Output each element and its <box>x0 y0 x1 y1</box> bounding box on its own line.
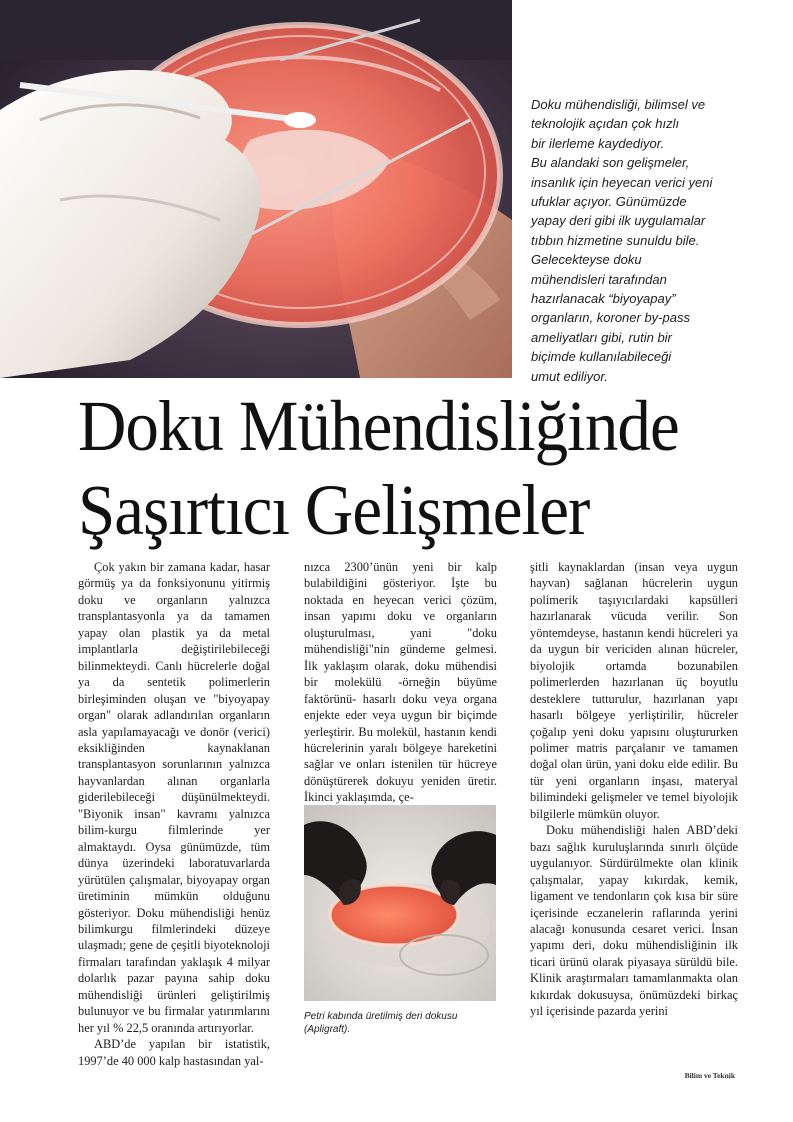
intro-line: teknolojik açıdan çok hızlı <box>531 116 680 132</box>
paragraph: ABD’de yapılan bir istatistik, 1997’de 40 000 kalp hastasından yal- <box>78 1037 270 1068</box>
intro-line: Bu alandaki son gelişmeler, <box>531 155 690 171</box>
intro-line: insanlık için heyecan verici yeni <box>531 174 713 190</box>
intro-line: mühendisleri tarafından <box>531 271 667 287</box>
photo-caption: Petri kabında üretilmiş deri dokusu (Apligraft). <box>304 1011 458 1035</box>
intro-line: organların, koroner by-pass <box>531 310 690 326</box>
paragraph: şitli kaynaklardan (insan veya uygun hayvan) sağlanan hücrelerin uygun polimerik taşıyıcılardaki kapsülleri hazırlanarak vücuda verilir. Son yöntemdeyse, hastanın kendi hücreleri ya da uygun bir vericiden alınan hücreler, biyolojik ortamda bozunabilen polimerlerden hazırlanan üç boyutlu desteklere tutturulur, hazırlanan yapı hasarlı bölgeye yerliştirilir, hücreler çoğalıp yeni doku yapısını oluştururken polimer matris parçalanır ve tamamen doğal olan ürün, yani doku elde edilir. Bu tür yeni organların inşası, materyal bilimindeki gelişmeler ve temel biyolojik bilgilerle mümkün oluyor. <box>530 560 738 821</box>
article-column-1 <box>78 559 270 1068</box>
petri-dish-glove-image <box>0 0 512 378</box>
intro-line: biçimde kullanılabileceği <box>531 349 672 365</box>
footer-label: Bilim ve Teknik <box>684 1071 735 1080</box>
title-line-2: Şaşırtıcı Gelişmeler <box>78 470 590 550</box>
paragraph: Çok yakın bir zamana kadar, hasar görmüş ya da fonksiyonunu yitirmiş doku ve organların yalnızca transplantasyonla ya da tamamen yapay olan plastik ya da metal implantlarla değiştirilebileceği bilinmekteydi. Canlı hücrelerle doğal ya da sentetik polimerlerin birleşiminden oluşan ve "biyoyapay organ" olarak adlandırılan organların asla yapılamayacağı ve donör (verici) eksikliğinden kaynaklanan transplantasyon sorunlarının yalnızca hayvanlardan alınan organlarla giderilebileceği düşünülmekteydi. "Biyonik insan" kavramı yalnızca bilim-kurgu filmlerinde yer almaktaydı. Oysa günümüzde, tüm dünya üzerindeki laboratuvarlarda yürütülen çalışmalar, biyoyapay organ üretiminin mümkün olduğunu gösteriyor. Doku mühendisliği henüz bilimkurgu filmlerindeki düzeye ulaşmadı; gene de çeşitli biyoteknoloji firmaları tarafından yaklaşık 4 milyar dolarlık pazar payına sahip doku mühendisliği ürünleri geliştirilmiş bulunuyor ve bu firmalar yatırımlarını her yıl % 22,5 oranında artırıyorlar. <box>78 560 270 1035</box>
intro-text <box>531 95 741 386</box>
intro-line: bir ilerleme kaydediyor. <box>531 135 665 151</box>
title-line-1: Doku Mühendisliğinde <box>78 386 679 466</box>
intro-line: umut ediliyor. <box>531 368 608 384</box>
intro-line: yapay deri gibi ilk uygulamalar <box>531 213 706 229</box>
article-title <box>78 384 758 552</box>
petri-dish-dark-gloves-image <box>304 805 496 1001</box>
intro-line: tıbbın hizmetine sunuldu bile. <box>531 232 700 248</box>
paragraph: nızca 2300’ünün yeni bir kalp bulabildiğini gösteriyor. İşte bu noktada en heyecan verici çözüm, insan yapımı doku ve organların oluşturulması, yani "doku mühendisliği"nin gündeme gelmesi. İlk yaklaşım olarak, doku mühendisi bir molekülü -örneğin büyüme faktörünü- hasarlı doku veya organa enjekte eder veya uygun bir biçimde yerleştirir. Bu molekül, hastanın kendi hücrelerinin yaralı bölgeye hareketini sağlar ve onları istenilen tür hücreye dönüştürerek dokuyu yeniden üretir. İkinci yaklaşımda, çe- <box>304 560 497 805</box>
intro-line: Gelecekteyse doku <box>531 252 642 268</box>
petri-photo <box>304 805 496 1001</box>
intro-line: Doku mühendisliği, bilimsel ve <box>531 97 706 112</box>
intro-line: hazırlanacak “biyoyapay” <box>531 291 676 307</box>
article-column-3 <box>530 559 738 1049</box>
article-column-2 <box>304 559 497 805</box>
intro-line: ameliyatları gibi, rutin bir <box>531 329 672 345</box>
intro-line: ufuklar açıyor. Günümüzde <box>531 194 687 210</box>
hero-photo <box>0 0 512 378</box>
paragraph: Doku mühendisliği halen ABD’deki bazı sağlık kuruluşlarında sınırlı ölçüde uygulanıyor. Sürdürülmekte olan klinik çalışmalar, yapay kıkırdak, kemik, ligament ve tendonların çok kısa bir süre içerisinde eczanelerin raflarında yerini alacağı konusunda cesaret verici. İnsan yapımı deri, doku mühendisliğinin ilk ticari ürünü olarak piyasaya sürüldü bile. Klinik araştırmaları tamamlanmakta olan kıkırdak dokusuysa, önümüzdeki birkaç yıl içerisinde pazarda yerini <box>530 823 738 1019</box>
